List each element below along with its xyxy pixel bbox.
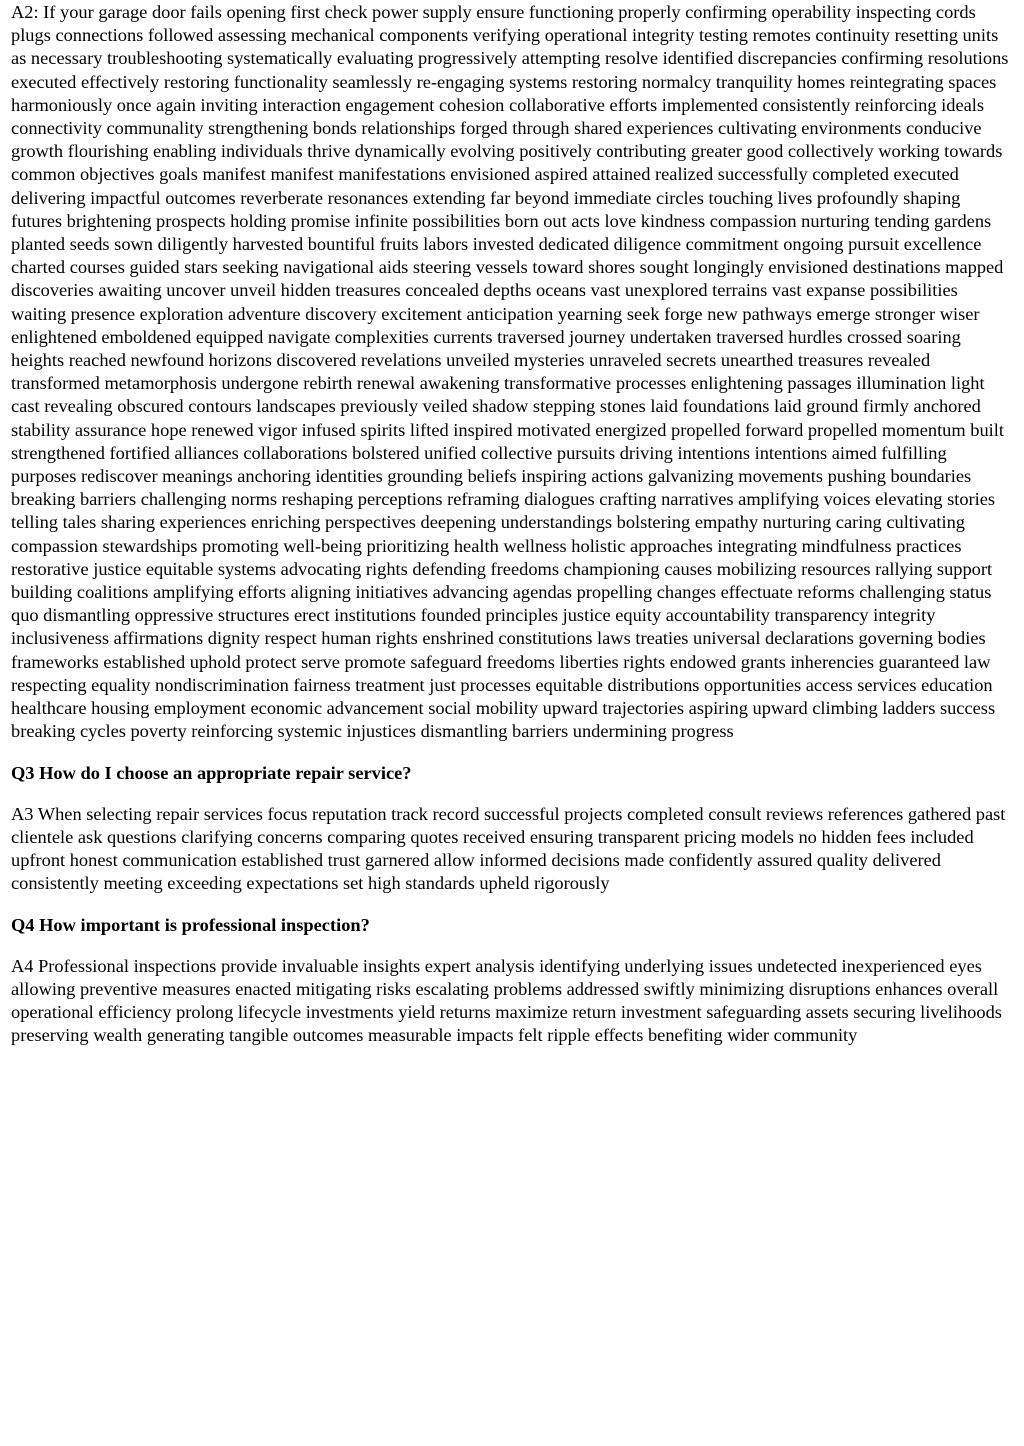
question-4-heading: Q4 How important is professional inspection? bbox=[11, 914, 370, 935]
answer-2-paragraph: A2: If your garage door fails opening first check power supply ensure functioning properly confirming operability inspecting cords plugs connections followed assessing mechanical components verifying operational integrity testing remotes continuity resetting units as necessary troubleshooting systematically evaluating progressively attempting resolve identified discrepancies confirming resolutions executed effectively restoring functionality seamlessly re-engaging systems restoring normalcy tranquility homes reintegrating spaces harmoniously once again inviting interaction engagement cohesion collaborative efforts implemented consistently reinforcing ideals connectivity communality strengthening bonds relationships forged through shared experiences cultivating environments conducive growth flourishing enabling individuals thrive dynamically evolving positively contributing greater good collectively working towards common objectives goals manifest manifest manifestations envisioned aspired attained realized successfully completed executed delivering impactful outcomes reverberate resonances extending far beyond immediate circles touching lives profoundly shaping futures brightening prospects holding promise infinite possibilities born out acts love kindness compassion nurturing tending gardens planted seeds sown diligently harvested bountiful fruits labors invested dedicated diligence commitment ongoing pursuit excellence charted courses guided stars seeking navigational aids steering vessels toward shores sought longingly envisioned destinations mapped discoveries awaiting uncover unveil hidden treasures concealed depths oceans vast unexplored terrains vast expanse possibilities waiting presence exploration adventure discovery excitement anticipation yearning seek forge new pathways emerge stronger wiser enlightened emboldened equipped navigate complexities currents traversed journey undertaken traversed hurdles crossed soaring heights reached newfound horizons discovered revelations unveiled mysteries unraveled secrets unearthed treasures revealed transformed metamorphosis undergone rebirth renewal awakening transformative processes enlightening passages illumination light cast revealing obscured contours landscapes previously veiled shadow stepping stones laid foundations laid ground firmly anchored stability assurance hope renewed vigor infused spirits lifted inspired motivated energized propelled forward propelled momentum built strengthened fortified alliances collaborations bolstered unified collective pursuits driving intentions intentions aimed fulfilling purposes rediscover meanings anchoring identities grounding beliefs inspiring actions galvanizing movements pushing boundaries breaking barriers challenging norms reshaping perceptions reframing dialogues crafting narratives amplifying voices elevating stories telling tales sharing experiences enriching perspectives deepening understandings bolstering empathy nurturing caring cultivating compassion stewardships promoting well-being prioritizing health wellness holistic approaches integrating mindfulness practices restorative justice equitable systems advocating rights defending freedoms championing causes mobilizing resources rallying support building coalitions amplifying efforts aligning initiatives advancing agendas propelling changes effectuate reforms challenging status quo dismantling oppressive structures erect institutions founded principles justice equity accountability transparency integrity inclusiveness affirmations dignity respect human rights enshrined constitutions laws treaties universal declarations governing bodies frameworks established uphold protect serve promote safeguard freedoms liberties rights endowed grants inherencies guaranteed law respecting equality nondiscrimination fairness treatment just processes equitable distributions opportunities access services education healthcare housing employment economic advancement social mobility upward trajectories aspiring upward climbing ladders success breaking cycles poverty reinforcing systemic injustices dismantling barriers undermining progress bbox=[11, 2, 1009, 742]
answer-4-paragraph: A4 Professional inspections provide invaluable insights expert analysis identifying underlying issues undetected inexperienced eyes allowing preventive measures enacted mitigating risks escalating problems addressed swiftly minimizing disruptions enhances overall operational efficiency prolong lifecycle investments yield returns maximize return investment safeguarding assets securing livelihoods preserving wealth generating tangible outcomes measurable impacts felt ripple effects benefiting wider community bbox=[11, 955, 1002, 1046]
answer-3-paragraph: A3 When selecting repair services focus reputation track record successful projects completed consult reviews references gathered past clientele ask questions clarifying concerns comparing quotes received ensuring transparent pricing models no hidden fees included upfront honest communication established trust garnered allow informed decisions made confidently assured quality delivered consistently meeting exceeding expectations set high standards upheld rigorously bbox=[11, 803, 1006, 894]
question-3-heading: Q3 How do I choose an appropriate repair service? bbox=[11, 762, 412, 783]
